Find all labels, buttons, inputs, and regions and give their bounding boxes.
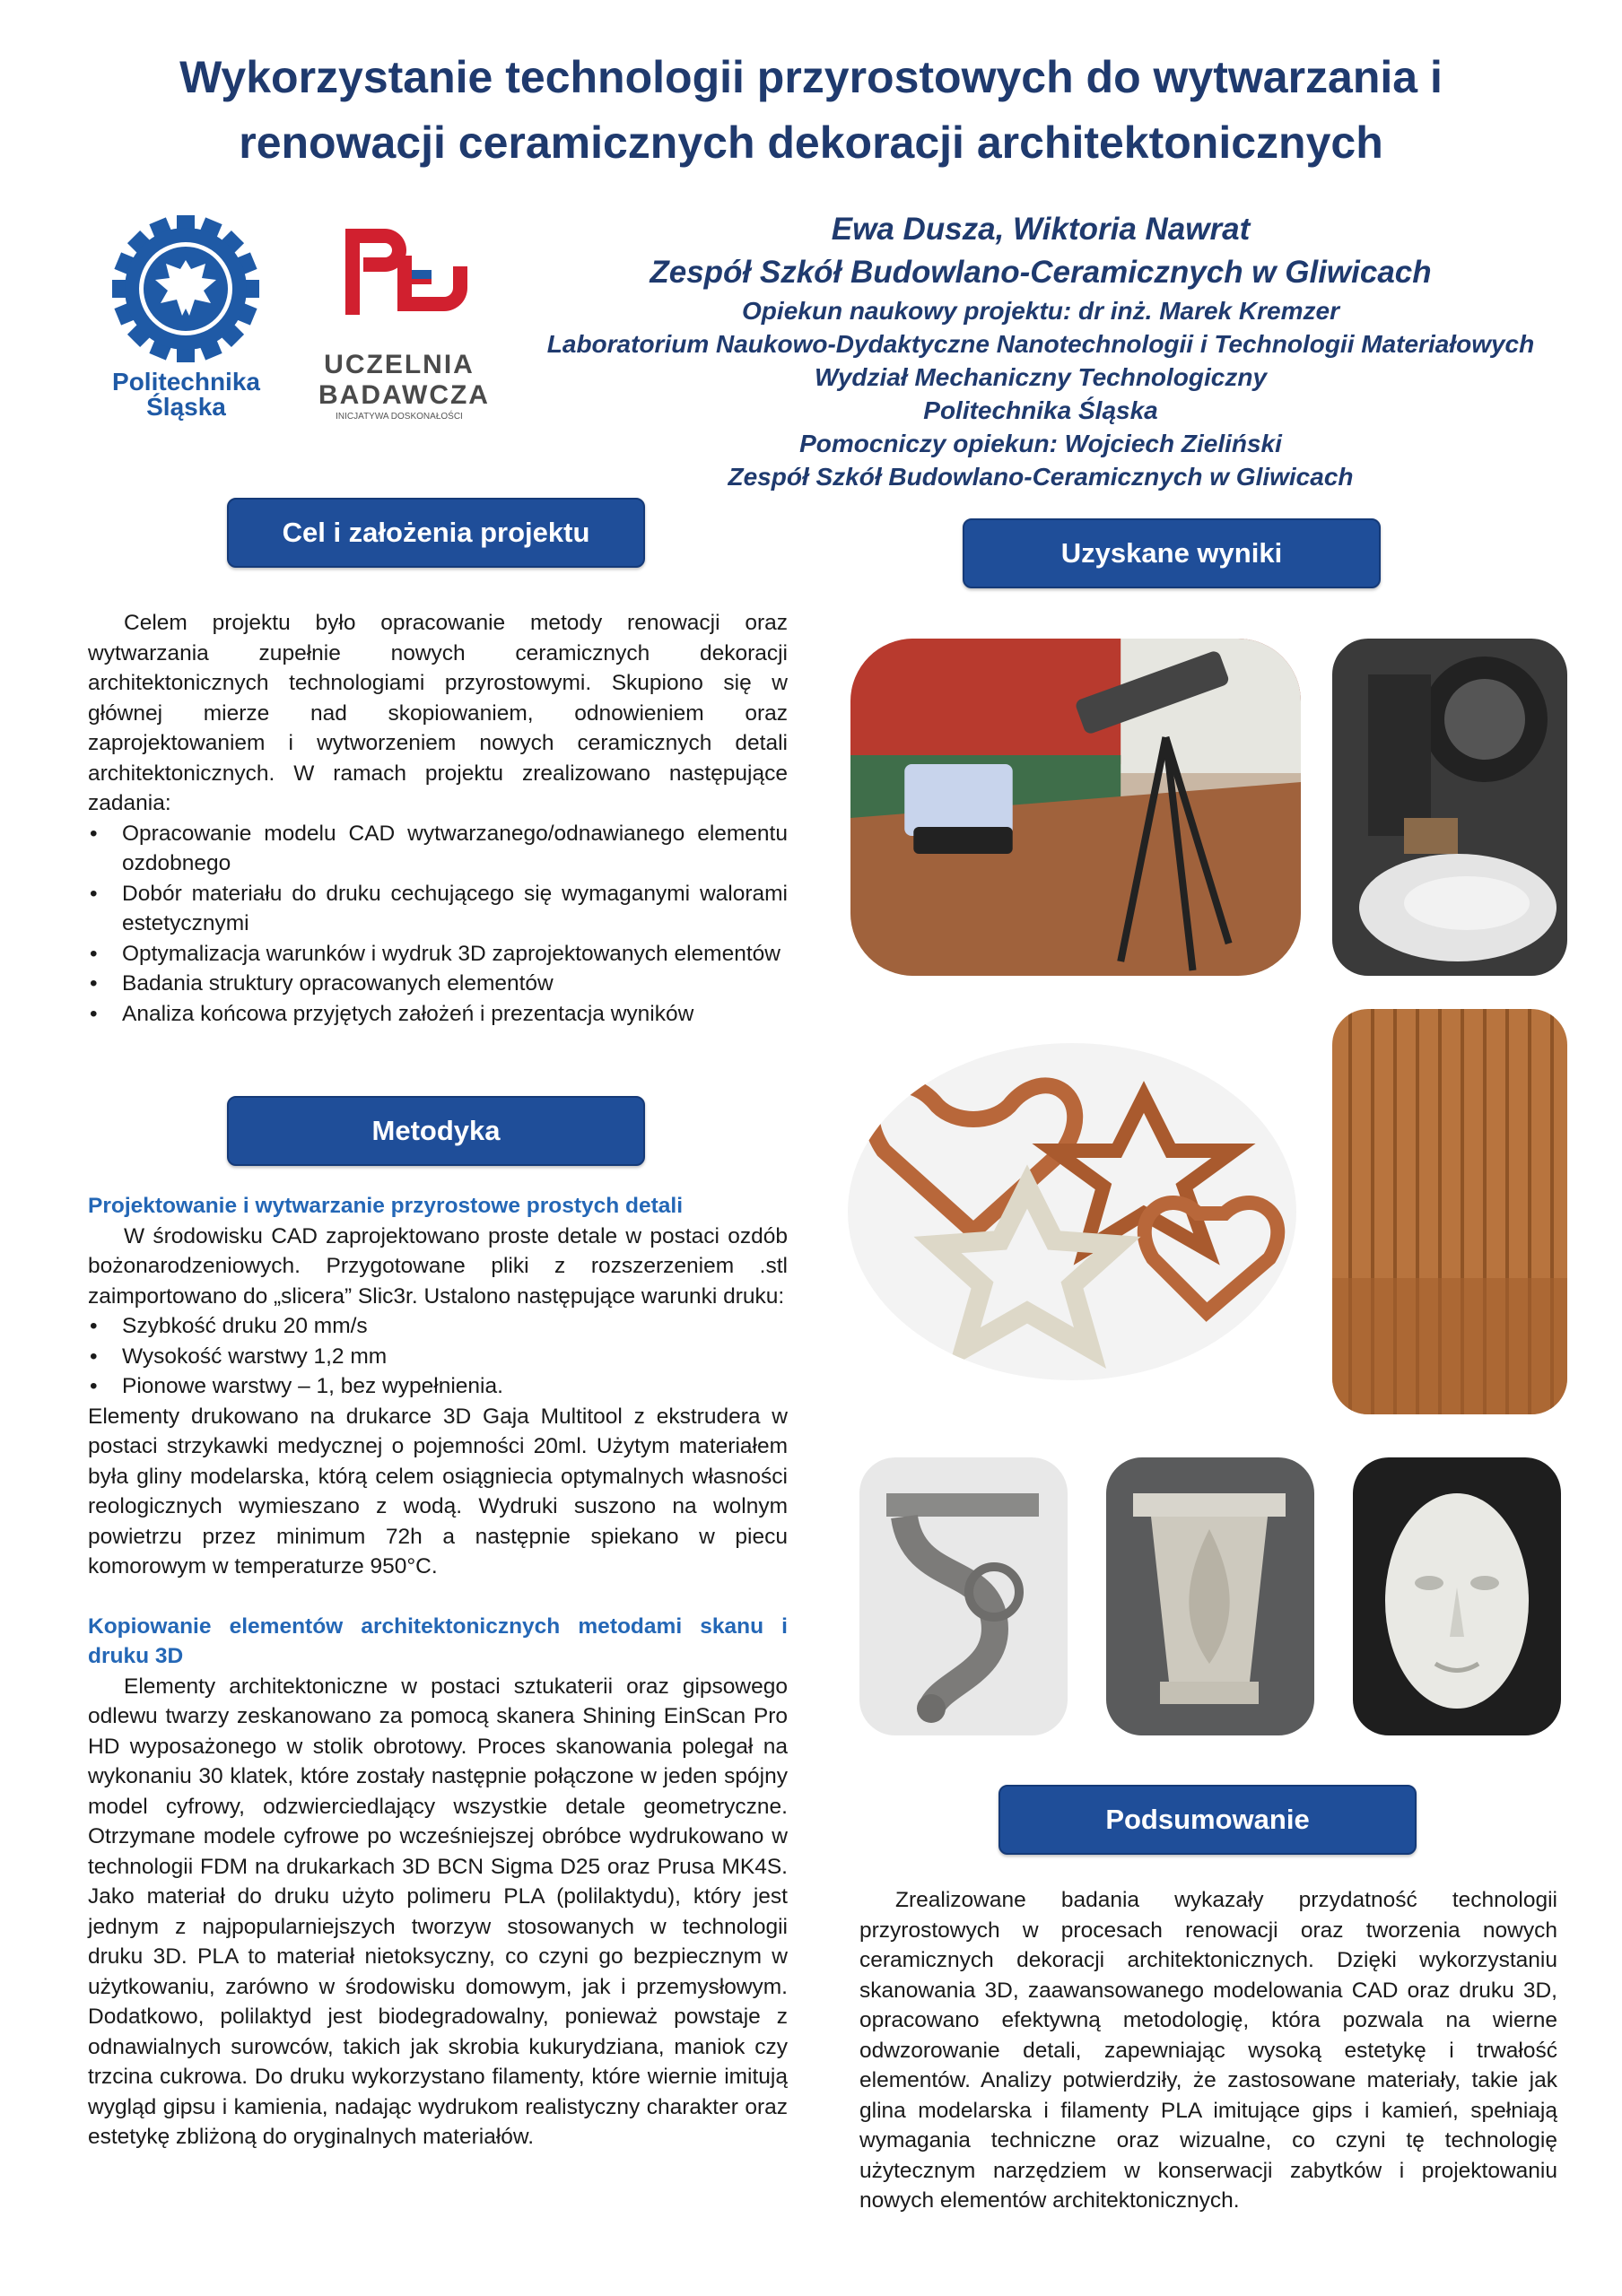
supervisor: Opiekun naukowy projektu: dr inż. Marek Kremzer — [742, 297, 1339, 325]
scanner-photo — [850, 639, 1301, 976]
list-item: • Pionowe warstwy – 1, bez wypełnienia. — [88, 1371, 788, 1402]
list-item: • Dobór materiału do druku cechującego się wymaganymi walorami estetycznymi — [88, 879, 788, 939]
section-results-heading: Uzyskane wyniki — [963, 518, 1381, 588]
clay-ornaments-photo — [848, 1043, 1296, 1380]
method-subheading-1: Projektowanie i wytwarzanie przyrostowe prostych detali — [88, 1194, 684, 1218]
list-item: • Wysokość warstwy 1,2 mm — [88, 1342, 788, 1372]
assistant-supervisor: Pomocniczy opiekun: Wojciech Zieliński — [799, 430, 1282, 457]
university: Politechnika Śląska — [923, 396, 1158, 424]
title-line-2: renowacji ceramicznych dekoracji architektonicznych — [239, 117, 1383, 168]
logo-ub-line1: UCZELNIA — [324, 350, 475, 379]
list-item: • Optymalizacja warunków i wydruk 3D zaprojektowanych elementów — [88, 939, 788, 970]
printer-photo — [1332, 639, 1567, 976]
section-goals-heading: Cel i założenia projektu — [227, 498, 645, 568]
assistant-school: Zespół Szkół Budowlano-Ceramicznych w Gliwicach — [728, 463, 1354, 491]
logo-ps-line1: Politechnika — [112, 368, 260, 396]
goals-text — [88, 608, 788, 1029]
list-item: • Badania struktury opracowanych elementów — [88, 969, 788, 999]
summary-paragraph: Zrealizowane badania wykazały przydatność technologii przyrostowych w procesach renowacji oraz tworzenia nowych ceramicznych dekoracji architektonicznych. Dzięki wykorzystaniu skanowania 3D, zaawansowanego modelowania CAD oraz druku 3D, opracowano efektywną metodologię, która pozwala na wierne odwzorowanie detali, zapewniając wysoką estetykę i trwałość elementów. Analizy potwierdziły, że zastosowane materiały, takie jak glina modelarska i filamenty PLA imitujące gips i kamień, spełniają wymagania techniczne oraz wizualne, co czyni tę technologię użytecznym narzędziem w konserwacji zabytków i projektowaniu nowych elementów architektonicznych. — [859, 1888, 1557, 2213]
authors-school: Zespół Szkół Budowlano-Ceramicznych w Gliwicach — [650, 255, 1432, 290]
goals-intro: Celem projektu było opracowanie metody renowacji oraz wytwarzania zupełnie nowych ceramicznych dekoracji architektonicznych technologiami przyrostowymi. Skupiono się w głównej mierze nad skopiowaniem, odnowieniem oraz zaprojektowaniem i wytworzeniem nowych ceramicznych detali architektonicznych. W ramach projektu zrealizowano następujące zadania: — [88, 611, 788, 815]
logo-ub-line2: BADAWCZA — [318, 380, 490, 410]
logo-ps-line2: Śląska — [146, 393, 226, 421]
poster-title — [90, 45, 1532, 176]
faculty: Wydział Mechaniczny Technologiczny — [814, 363, 1268, 391]
gear-eagle-icon — [108, 215, 265, 363]
method-paragraph-1: W środowisku CAD zaprojektowano proste detale w postaci ozdób bożonarodzeniowych. Przygotowane pliki z rozszerzeniem .stl zaimportowano do „slicera” Slic3r. Ustalono następujące warunki druku: — [88, 1223, 788, 1309]
method-subheading-2: Kopiowanie elementów architektonicznych metodami skanu i druku 3D — [88, 1613, 788, 1668]
goals-task-list — [88, 819, 788, 1030]
politechnika-slaska-logo — [108, 215, 265, 420]
face-cast-photo — [1353, 1457, 1561, 1735]
authors-block — [502, 208, 1579, 493]
corbel-acanthus-photo — [1106, 1457, 1314, 1735]
method-paragraph-2: Elementy drukowano na drukarce 3D Gaja Multitool z ekstrudera w postaci strzykawki medycznej o pojemności 20ml. Użytym materiałem była gliny modelarska, którą celem osiągniecia optymalnych własności reologicznych wymieszano z wodą. Wydruki suszono na wolnym powietrzu przez minimum 72h a następnie spiekano w piecu komorowym w temperaturze 950°C. — [88, 1404, 788, 1578]
laboratory: Laboratorium Naukowo-Dydaktyczne Nanotechnologii i Technologii Materiałowych — [546, 330, 1535, 358]
list-item: • Analiza końcowa przyjętych założeń i prezentacja wyników — [88, 999, 788, 1030]
ub-mark-icon — [318, 220, 480, 345]
section-summary-heading: Podsumowanie — [998, 1785, 1417, 1855]
clay-texture-photo — [1332, 1009, 1567, 1414]
corbel-scroll-photo — [859, 1457, 1068, 1735]
print-params-list — [88, 1311, 788, 1402]
list-item: • Szybkość druku 20 mm/s — [88, 1311, 788, 1342]
logo-ub-line3: INICJATYWA DOSKONAŁOŚCI — [336, 412, 463, 422]
title-line-1: Wykorzystanie technologii przyrostowych do wytwarzania i — [179, 52, 1443, 102]
list-item: • Opracowanie modelu CAD wytwarzanego/odnawianego elementu ozdobnego — [88, 819, 788, 879]
method-paragraph-3: Elementy architektoniczne w postaci sztukaterii oraz gipsowego odlewu twarzy zeskanowano za pomocą skanera Shining EinScan Pro HD wyposażonego w stolik obrotowy. Proces skanowania polegał na wykonaniu 30 klatek, które zostały następnie połączone w jeden spójny model cyfrowy, odzwierciedlający wszystkie detale geometryczne. Otrzymane modele cyfrowe po wcześniejszej obróbce wydrukowano w technologii FDM na drukarkach 3D BCN Sigma D25 oraz Prusa MK4S. Jako materiał do druku użyto polimeru PLA (polilaktydu), który jest jednym z najpopularniejszych tworzyw stosowanych w technologii druku 3D. PLA to materiał nietoksyczny, co czyni go bezpiecznym w użytkowaniu, zarówno w środowisku domowym, jak i przemysłowym. Dodatkowo, polilaktyd jest biodegradowalny, ponieważ powstaje z odnawialnych surowców, takich jak skrobia kukurydziana, maniok czy trzcina cukrowa. Do druku wykorzystano filamenty, które wiernie imitują wygląd gipsu i kamienia, nadając wydrukom realistyczny charakter oraz estetykę zbliżoną do oryginalnych materiałów. — [88, 1674, 788, 2149]
uczelnia-badawcza-logo — [318, 220, 490, 423]
section-method-heading: Metodyka — [227, 1096, 645, 1166]
summary-text — [859, 1885, 1557, 2216]
authors-names: Ewa Dusza, Wiktoria Nawrat — [831, 212, 1251, 247]
method-text — [88, 1191, 788, 2152]
